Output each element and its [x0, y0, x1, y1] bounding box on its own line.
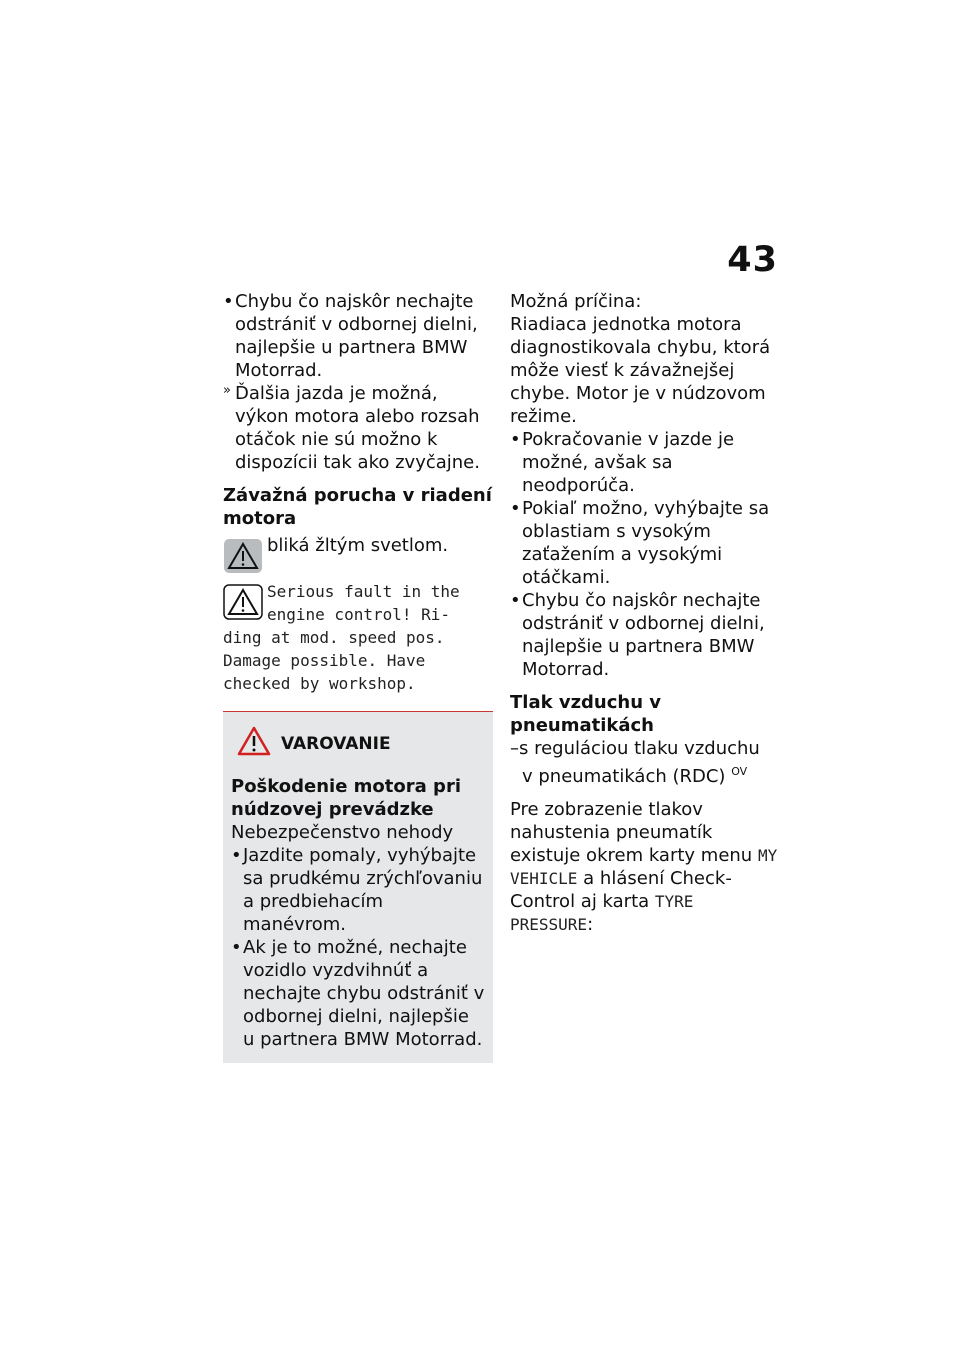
list-item: • Pokiaľ možno, vyhýbajte sa oblastiam s vysokým zaťažením a vysokými otáčkami. [510, 498, 770, 588]
left-column [223, 290, 493, 1063]
section-heading: Závažná porucha v riadení motora [223, 485, 492, 529]
warning-header: VAROVANIE [237, 726, 485, 763]
bullet-dot-icon: • [231, 937, 242, 958]
cause-text: Riadiaca jednotka motora diagnostikovala chybu, ktorá môže viesť k závažnejšej chybe. Motor je v núdzovom režime. [510, 314, 771, 427]
paragraph: Pre zobrazenie tlakov nahustenia pneumatík existuje okrem karty menu MY VEHICLE a hlásení Check-Control aj karta TYRE PRESSURE: [510, 799, 778, 935]
list-item: • Jazdite pomaly, vyhýbajte sa prudkému zrýchľovaniu a predbiehacím manévrom. [231, 845, 483, 935]
equipment-line: –s reguláciou tlaku vzduchu [510, 738, 760, 759]
red-warning-triangle-icon [237, 726, 271, 763]
menu-name: TYRE PRESSURE [510, 892, 694, 934]
bullet-dot-icon: • [510, 429, 521, 450]
list-item: • Pokračovanie v jazde je možné, avšak sa neodporúča. [510, 429, 735, 496]
right-column [510, 290, 780, 936]
list-item: • Chybu čo najskôr nechajte odstrániť v odbornej dielni, najlepšie u partnera BMW Motorrad. [223, 291, 478, 381]
equipment-line-2: v pneumatikách (RDC) $^{OV}$ [522, 765, 748, 787]
list-item: • Chybu čo najskôr nechajte odstrániť v odbornej dielni, najlepšie u partnera BMW Motorrad. [510, 590, 765, 680]
warning-box [223, 711, 493, 1063]
warning-triangle-icon [223, 538, 263, 580]
list-item: • Ak je to možné, nechajte vozidlo vyzdvihnúť a nechajte chybu odstrániť v odbornej dielni, najlepšie u partnera BMW Motorrad. [231, 937, 485, 1050]
option-marker: OV [731, 765, 748, 778]
page-number: 43 [727, 240, 778, 280]
double-chevron-right-icon: » [223, 383, 231, 398]
bullet-dot-icon: • [223, 291, 234, 312]
section-heading: Tlak vzduchu v pneumatikách [510, 692, 662, 736]
cause-label: Možná príčina: [510, 291, 642, 312]
bullet-dot-icon: • [510, 590, 521, 611]
indicator-row: bliká žltým svetlom. [223, 534, 493, 574]
result-item: » Ďalšia jazda je možná, výkon motora alebo rozsah otáčok nie sú možno k dispozícii tak ako zvyčajne. [223, 382, 493, 474]
check-control-message: Serious fault in the engine control! Ri- ding at mod. speed pos. Damage possible. Have checked by workshop. [223, 582, 460, 693]
bullet-dot-icon: • [510, 498, 521, 519]
warning-triangle-icon [223, 584, 263, 626]
bullet-dot-icon: • [231, 845, 242, 866]
warning-subtitle: Nebezpečenstvo nehody [231, 822, 454, 843]
menu-name: MY VEHICLE [510, 846, 778, 888]
warning-title: Poškodenie motora pri núdzovej prevádzke [231, 776, 461, 820]
